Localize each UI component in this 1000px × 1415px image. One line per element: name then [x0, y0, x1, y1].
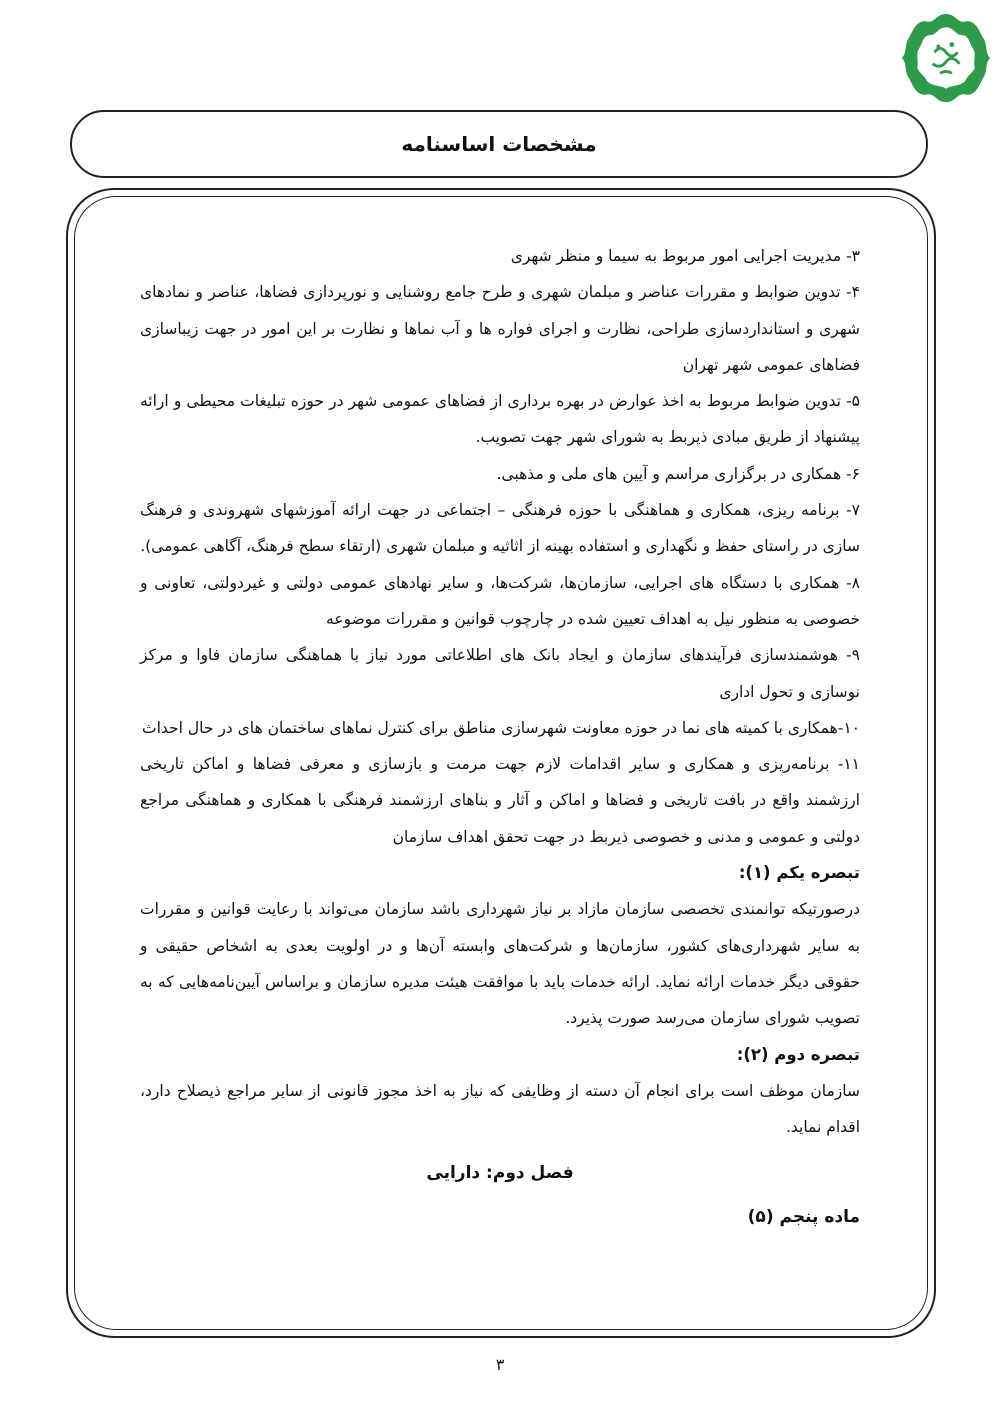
tehran-municipality-logo	[898, 10, 994, 106]
header-box	[70, 110, 928, 178]
clause-8: ۸- همکاری با دستگاه های اجرایی، سازمان‌ها، شرکت‌ها، و سایر نهادهای عمومی دولتی و غیردولتی، تعاونی و خصوصی به منظور نیل به اهداف تعیین شده در چارچوب قوانین و مقررات موضوعه	[140, 573, 860, 628]
clause-9: ۹- هوشمندسازی فرآیندهای سازمان و ایجاد بانک های اطلاعاتی مورد نیاز با هماهنگی سازمان فاوا و مرکز نوسازی و تحول اداری	[140, 646, 860, 701]
article-title: ماده پنجم (۵)	[747, 1207, 860, 1228]
clause-3: ۳- مدیریت اجرایی امور مربوط به سیما و منظر شهری	[510, 247, 860, 265]
note-2-heading: تبصره دوم (۲):	[736, 1044, 860, 1064]
document-body	[140, 238, 860, 1237]
clause-5: ۵- تدوین ضوابط مربوط به اخذ عوارض در بهره برداری از فضاهای عمومی شهر در حوزه تبلیغات محیطی و ارائه پیشنهاد از طریق مبادی ذیربط به شورای شهر جهت تصویب.	[140, 392, 860, 447]
note-2-text: سازمان موظف است برای انجام آن دسته از وظایفی که نیاز به اخذ مجوز قانونی از سایر مراجع ذیصلاح دارد، اقدام نماید.	[140, 1081, 860, 1137]
clause-11: ۱۱- برنامه‌ریزی و همکاری و سایر اقدامات لازم جهت مرمت و بازسازی و معرفی فضاها و اماکن تاریخی ارزشمند واقع در بافت تاریخی و فضاها و اماکن و آثار و بناهای ارزشمند فرهنگی با همکاری و هماهنگی مراجع دولتی و عمومی و مدنی و خصوصی ذیربط در جهت تحقق اهداف سازمان	[140, 755, 860, 846]
clause-6: ۶- همکاری در برگزاری مراسم و آیین های ملی و مذهبی.	[496, 464, 860, 483]
clause-7: ۷- برنامه ریزی، همکاری و هماهنگی با حوزه فرهنگی – اجتماعی در جهت ارائه آموزشهای شهروندی و فرهنگ سازی در راستای حفظ و نگهداری و استفاده بهینه از اثاثیه و مبلمان شهری (ارتقاء سطح فرهنگ، آگاهی عمومی).	[140, 501, 860, 556]
chapter-title: فصل دوم: دارایی	[426, 1163, 574, 1184]
clause-10: ۱۰-همکاری با کمیته های نما در حوزه معاونت شهرسازی مناطق برای کنترل نماهای ساختمان های در حال احداث	[141, 718, 860, 737]
page-title: مشخصات اساسنامه	[401, 132, 597, 156]
page-number: ۳	[495, 1355, 505, 1374]
note-1-text: درصورتیکه توانمندی تخصصی سازمان مازاد بر نیاز شهرداری باشد سازمان می‌تواند با رعایت قوانین و مقررات به سایر شهرداری‌های کشور، سازمان‌ها و شرکت‌های وابسته آن‌ها و در اولویت بعدی به اشخاص حقیقی و حقوقی دیگر خدمات ارائه نماید. ارائه خدمات باید با موافقت هیئت مدیره سازمان و براساس آیین‌نامه‌هایی که به تصویب شورای سازمان می‌رسد صورت پذیرد.	[140, 900, 860, 1028]
note-1-heading: تبصره یکم (۱):	[738, 863, 860, 883]
clause-4: ۴- تدوین ضوابط و مقررات عناصر و مبلمان شهری و طرح جامع روشنایی و نورپردازی فضاها، عناصر و نمادهای شهری و استانداردسازی طراحی، نظارت و اجرای فواره ها و آب نماها و نظارت بر این امور در جهت زیباسازی فضاهای عمومی شهر تهران	[140, 283, 860, 374]
